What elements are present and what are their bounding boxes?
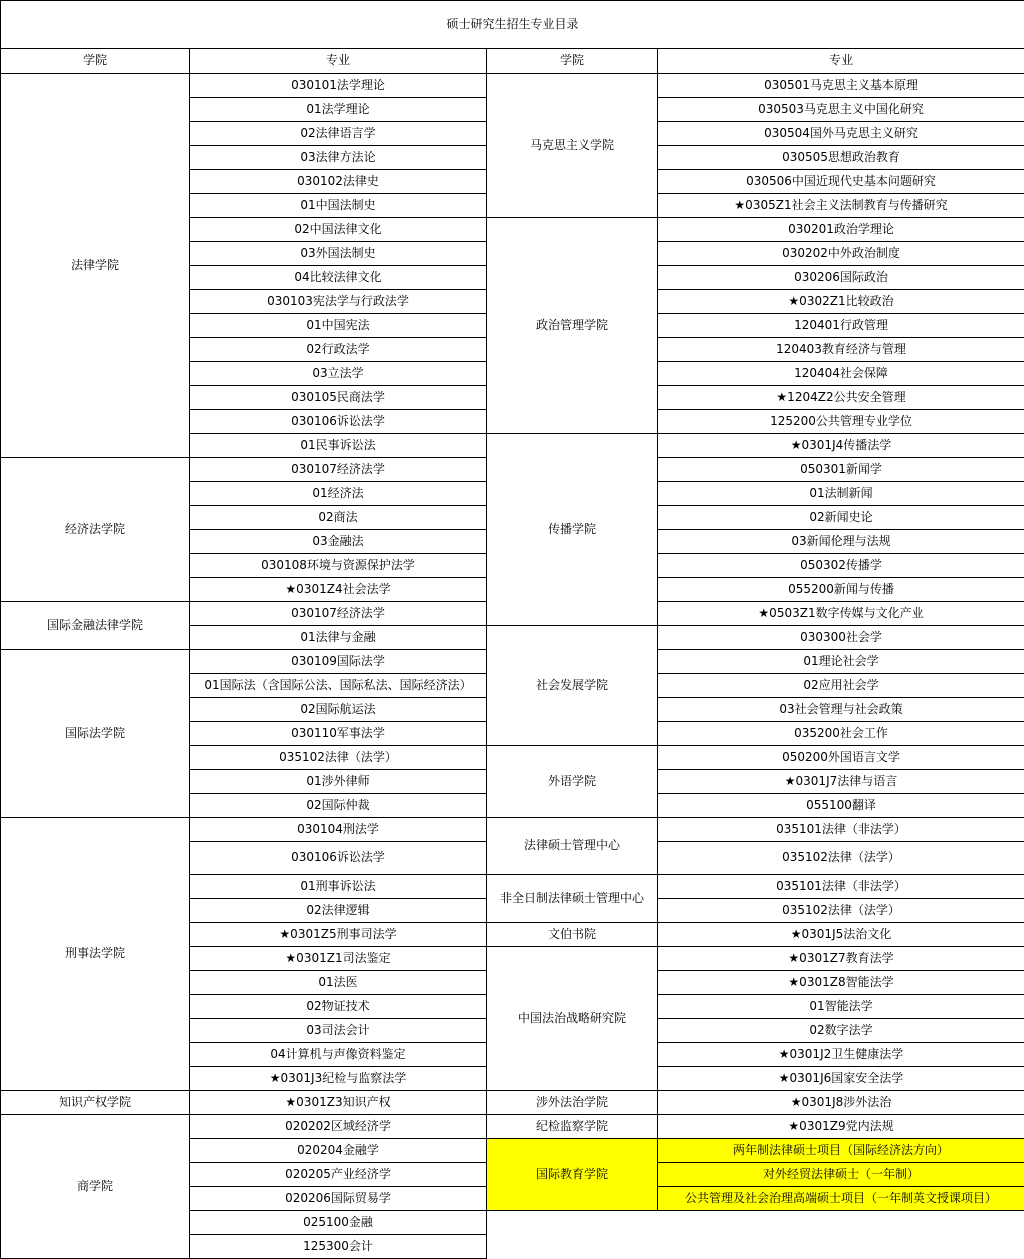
- right-major-cell: 035101法律（非法学）: [658, 875, 1024, 899]
- right-major-cell: 02新闻史论: [658, 506, 1024, 530]
- right-major-cell: ★0301J5法治文化: [658, 923, 1024, 947]
- left-major-cell: 01经济法: [190, 482, 487, 506]
- left-major-cell: 01国际法（含国际公法、国际私法、国际经济法）: [190, 674, 487, 698]
- left-major-cell: 01中国法制史: [190, 194, 487, 218]
- left-college-cell: 刑事法学院: [1, 818, 190, 1091]
- right-major-cell: 030206国际政治: [658, 266, 1024, 290]
- right-major-cell: 030505思想政治教育: [658, 146, 1024, 170]
- left-major-cell: 04计算机与声像资料鉴定: [190, 1043, 487, 1067]
- right-major-cell: 01理论社会学: [658, 650, 1024, 674]
- right-major-cell: ★1204Z2公共安全管理: [658, 386, 1024, 410]
- right-major-cell: ★0302Z1比较政治: [658, 290, 1024, 314]
- left-major-cell: 030102法律史: [190, 170, 487, 194]
- empty-cell: [487, 1211, 1024, 1259]
- left-major-cell: 030109国际法学: [190, 650, 487, 674]
- left-college-cell: 国际法学院: [1, 650, 190, 818]
- left-college-cell: 经济法学院: [1, 458, 190, 602]
- left-college-cell: 商学院: [1, 1115, 190, 1259]
- left-major-cell: 020202区域经济学: [190, 1115, 487, 1139]
- left-major-cell: 020206国际贸易学: [190, 1187, 487, 1211]
- left-major-cell: 01民事诉讼法: [190, 434, 487, 458]
- left-major-cell: 03法律方法论: [190, 146, 487, 170]
- left-major-cell: 030101法学理论: [190, 74, 487, 98]
- right-major-cell: 035102法律（法学）: [658, 899, 1024, 923]
- right-major-cell: 120403教育经济与管理: [658, 338, 1024, 362]
- left-major-cell: 030107经济法学: [190, 458, 487, 482]
- left-major-cell: 03立法学: [190, 362, 487, 386]
- left-major-cell: 02法律逻辑: [190, 899, 487, 923]
- left-major-cell: 03外国法制史: [190, 242, 487, 266]
- left-major-cell: 03金融法: [190, 530, 487, 554]
- right-major-cell: 120401行政管理: [658, 314, 1024, 338]
- right-major-cell: 01法制新闻: [658, 482, 1024, 506]
- right-major-cell: ★0301J2卫生健康法学: [658, 1043, 1024, 1067]
- left-major-cell: ★0301J3纪检与监察法学: [190, 1067, 487, 1091]
- left-major-cell: 020204金融学: [190, 1139, 487, 1163]
- right-college-cell: 纪检监察学院: [487, 1115, 658, 1139]
- left-major-cell: 020205产业经济学: [190, 1163, 487, 1187]
- right-college-cell: 涉外法治学院: [487, 1091, 658, 1115]
- right-major-cell: 03新闻伦理与法规: [658, 530, 1024, 554]
- right-college-cell: 传播学院: [487, 434, 658, 626]
- right-college-cell: 中国法治战略研究院: [487, 947, 658, 1091]
- right-major-cell: 030202中外政治制度: [658, 242, 1024, 266]
- right-major-cell: 050301新闻学: [658, 458, 1024, 482]
- table-row: [1, 74, 1024, 98]
- right-major-cell: 02应用社会学: [658, 674, 1024, 698]
- table-title: 硕士研究生招生专业目录: [1, 1, 1024, 49]
- table-row: [1, 1091, 1024, 1115]
- left-major-cell: 03司法会计: [190, 1019, 487, 1043]
- right-college-cell: 政治管理学院: [487, 218, 658, 434]
- left-major-cell: 030105民商法学: [190, 386, 487, 410]
- right-college-cell: 马克思主义学院: [487, 74, 658, 218]
- left-major-cell: 02物证技术: [190, 995, 487, 1019]
- right-major-cell: 030201政治学理论: [658, 218, 1024, 242]
- left-major-cell: 030106诉讼法学: [190, 410, 487, 434]
- left-major-cell: 04比较法律文化: [190, 266, 487, 290]
- right-major-cell: 050302传播学: [658, 554, 1024, 578]
- right-major-cell: 030501马克思主义基本原理: [658, 74, 1024, 98]
- table-row: [1, 818, 1024, 842]
- right-major-cell: 125200公共管理专业学位: [658, 410, 1024, 434]
- right-major-cell: ★0305Z1社会主义法制教育与传播研究: [658, 194, 1024, 218]
- right-college-cell: 法律硕士管理中心: [487, 818, 658, 875]
- right-major-cell: 050200外国语言文学: [658, 746, 1024, 770]
- catalog-body: [1, 1, 1024, 1259]
- right-major-cell: ★0301Z9党内法规: [658, 1115, 1024, 1139]
- header-right-college: 学院: [487, 49, 658, 74]
- right-major-cell: 030503马克思主义中国化研究: [658, 98, 1024, 122]
- right-major-cell: ★0301Z7教育法学: [658, 947, 1024, 971]
- left-major-cell: 01法学理论: [190, 98, 487, 122]
- right-major-cell: ★0301J4传播法学: [658, 434, 1024, 458]
- right-major-cell: 035101法律（非法学）: [658, 818, 1024, 842]
- left-major-cell: 030108环境与资源保护法学: [190, 554, 487, 578]
- right-major-cell: ★0301J6国家安全法学: [658, 1067, 1024, 1091]
- right-major-cell: ★0301J7法律与语言: [658, 770, 1024, 794]
- left-major-cell: ★0301Z5刑事司法学: [190, 923, 487, 947]
- right-major-cell: ★0503Z1数字传媒与文化产业: [658, 602, 1024, 626]
- left-major-cell: 02商法: [190, 506, 487, 530]
- left-major-cell: ★0301Z1司法鉴定: [190, 947, 487, 971]
- right-major-cell: 02数字法学: [658, 1019, 1024, 1043]
- left-major-cell: 02国际仲裁: [190, 794, 487, 818]
- right-college-cell: 国际教育学院: [487, 1139, 658, 1211]
- right-major-cell: 030300社会学: [658, 626, 1024, 650]
- header-left-major: 专业: [190, 49, 487, 74]
- right-major-cell: 055200新闻与传播: [658, 578, 1024, 602]
- left-college-cell: 国际金融法律学院: [1, 602, 190, 650]
- left-major-cell: 125300会计: [190, 1235, 487, 1259]
- right-college-cell: 文伯书院: [487, 923, 658, 947]
- right-major-cell: 035200社会工作: [658, 722, 1024, 746]
- left-major-cell: 01刑事诉讼法: [190, 875, 487, 899]
- right-major-cell: 01智能法学: [658, 995, 1024, 1019]
- right-college-cell: 社会发展学院: [487, 626, 658, 746]
- right-major-cell: 公共管理及社会治理高端硕士项目（一年制英文授课项目）: [658, 1187, 1024, 1211]
- left-college-cell: 法律学院: [1, 74, 190, 458]
- right-major-cell: 055100翻译: [658, 794, 1024, 818]
- left-major-cell: 030104刑法学: [190, 818, 487, 842]
- left-major-cell: ★0301Z3知识产权: [190, 1091, 487, 1115]
- left-major-cell: 01法医: [190, 971, 487, 995]
- left-major-cell: 030110军事法学: [190, 722, 487, 746]
- left-major-cell: 01中国宪法: [190, 314, 487, 338]
- right-college-cell: 非全日制法律硕士管理中心: [487, 875, 658, 923]
- left-major-cell: 01法律与金融: [190, 626, 487, 650]
- left-major-cell: 02行政法学: [190, 338, 487, 362]
- right-major-cell: 两年制法律硕士项目（国际经济法方向）: [658, 1139, 1024, 1163]
- left-major-cell: 035102法律（法学）: [190, 746, 487, 770]
- table-row: [1, 1115, 1024, 1139]
- right-major-cell: 030504国外马克思主义研究: [658, 122, 1024, 146]
- header-right-major: 专业: [658, 49, 1024, 74]
- right-major-cell: 120404社会保障: [658, 362, 1024, 386]
- left-major-cell: 030106诉讼法学: [190, 842, 487, 875]
- right-college-cell: 外语学院: [487, 746, 658, 818]
- right-major-cell: ★0301J8涉外法治: [658, 1091, 1024, 1115]
- right-major-cell: ★0301Z8智能法学: [658, 971, 1024, 995]
- left-major-cell: 030107经济法学: [190, 602, 487, 626]
- right-major-cell: 对外经贸法律硕士（一年制）: [658, 1163, 1024, 1187]
- left-major-cell: 02法律语言学: [190, 122, 487, 146]
- right-major-cell: 030506中国近现代史基本问题研究: [658, 170, 1024, 194]
- left-major-cell: 030103宪法学与行政法学: [190, 290, 487, 314]
- left-major-cell: 025100金融: [190, 1211, 487, 1235]
- right-major-cell: 035102法律（法学）: [658, 842, 1024, 875]
- header-left-college: 学院: [1, 49, 190, 74]
- left-major-cell: 01涉外律师: [190, 770, 487, 794]
- left-major-cell: ★0301Z4社会法学: [190, 578, 487, 602]
- left-major-cell: 02国际航运法: [190, 698, 487, 722]
- left-college-cell: 知识产权学院: [1, 1091, 190, 1115]
- right-major-cell: 03社会管理与社会政策: [658, 698, 1024, 722]
- left-major-cell: 02中国法律文化: [190, 218, 487, 242]
